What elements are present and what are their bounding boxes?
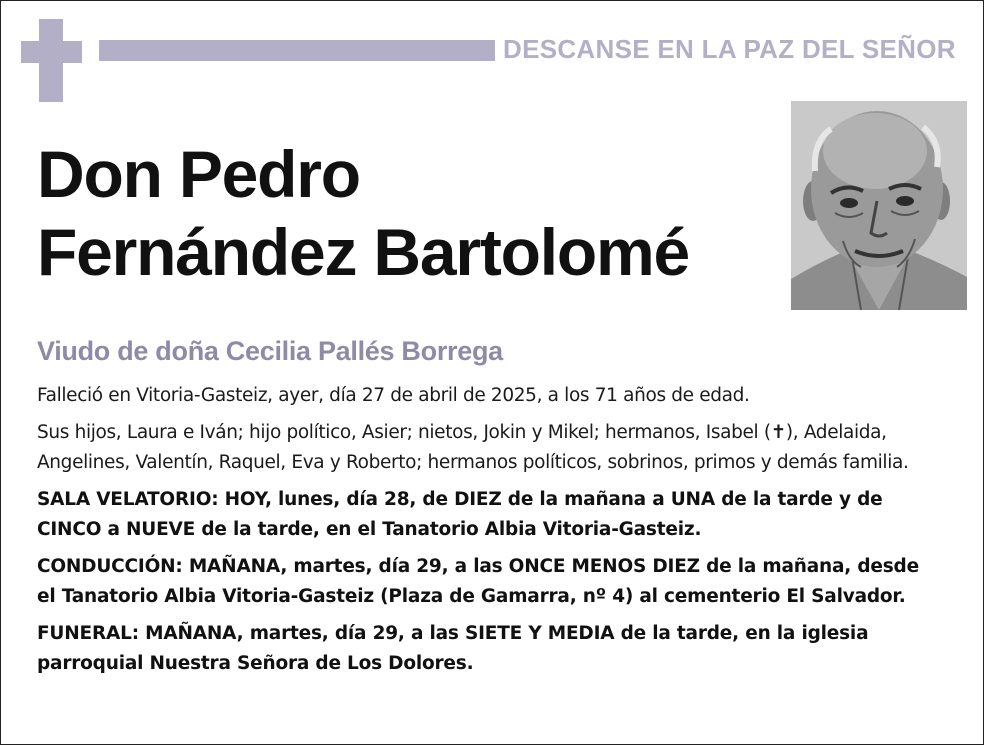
deceased-name-line2: Fernández Bartolomé	[37, 215, 689, 289]
obituary-body	[37, 381, 937, 686]
deceased-cross-icon: ✝	[770, 422, 786, 443]
spouse-line: Viudo de doña Cecilia Pallés Borrega	[37, 336, 503, 366]
header-bar	[99, 40, 495, 61]
deceased-name	[37, 135, 777, 291]
cross-icon-horizontal	[21, 41, 82, 63]
family-list	[37, 418, 937, 478]
funeral-details: FUNERAL: MAÑANA, martes, día 29, a las SIETE Y MEDIA de la tarde, en la iglesia parroquial Nuestra Señora de Los Dolores.	[37, 623, 869, 674]
death-notice: Falleció en Vitoria-Gasteiz, ayer, día 27 de abril de 2025, a los 71 años de edad.	[37, 385, 750, 406]
header-title: DESCANSE EN LA PAZ DEL SEÑOR	[503, 34, 956, 64]
portrait-illustration	[791, 101, 967, 310]
family-list-part1: Sus hijos, Laura e Iván; hijo político, Asier; nietos, Jokin y Mikel; hermanos, Isabel (	[37, 422, 771, 443]
procession-details: CONDUCCIÓN: MAÑANA, martes, día 29, a las ONCE MENOS DIEZ de la mañana, desde el Tanatorio Albia Vitoria-Gasteiz (Plaza de Gamarra, nº 4) al cementerio El Salvador.	[37, 556, 919, 607]
wake-details: SALA VELATORIO: HOY, lunes, día 28, de DIEZ de la mañana a UNA de la tarde y de CINCO a NUEVE de la tarde, en el Tanatorio Albia Vitoria-Gasteiz.	[37, 489, 883, 540]
portrait-photo	[791, 101, 967, 310]
deceased-name-line1: Don Pedro	[37, 137, 360, 211]
family-list-part2: ), Adelaida, Angelines, Valentín, Raquel, Eva y Roberto; hermanos políticos, sobrinos, primos y demás familia.	[37, 422, 909, 473]
